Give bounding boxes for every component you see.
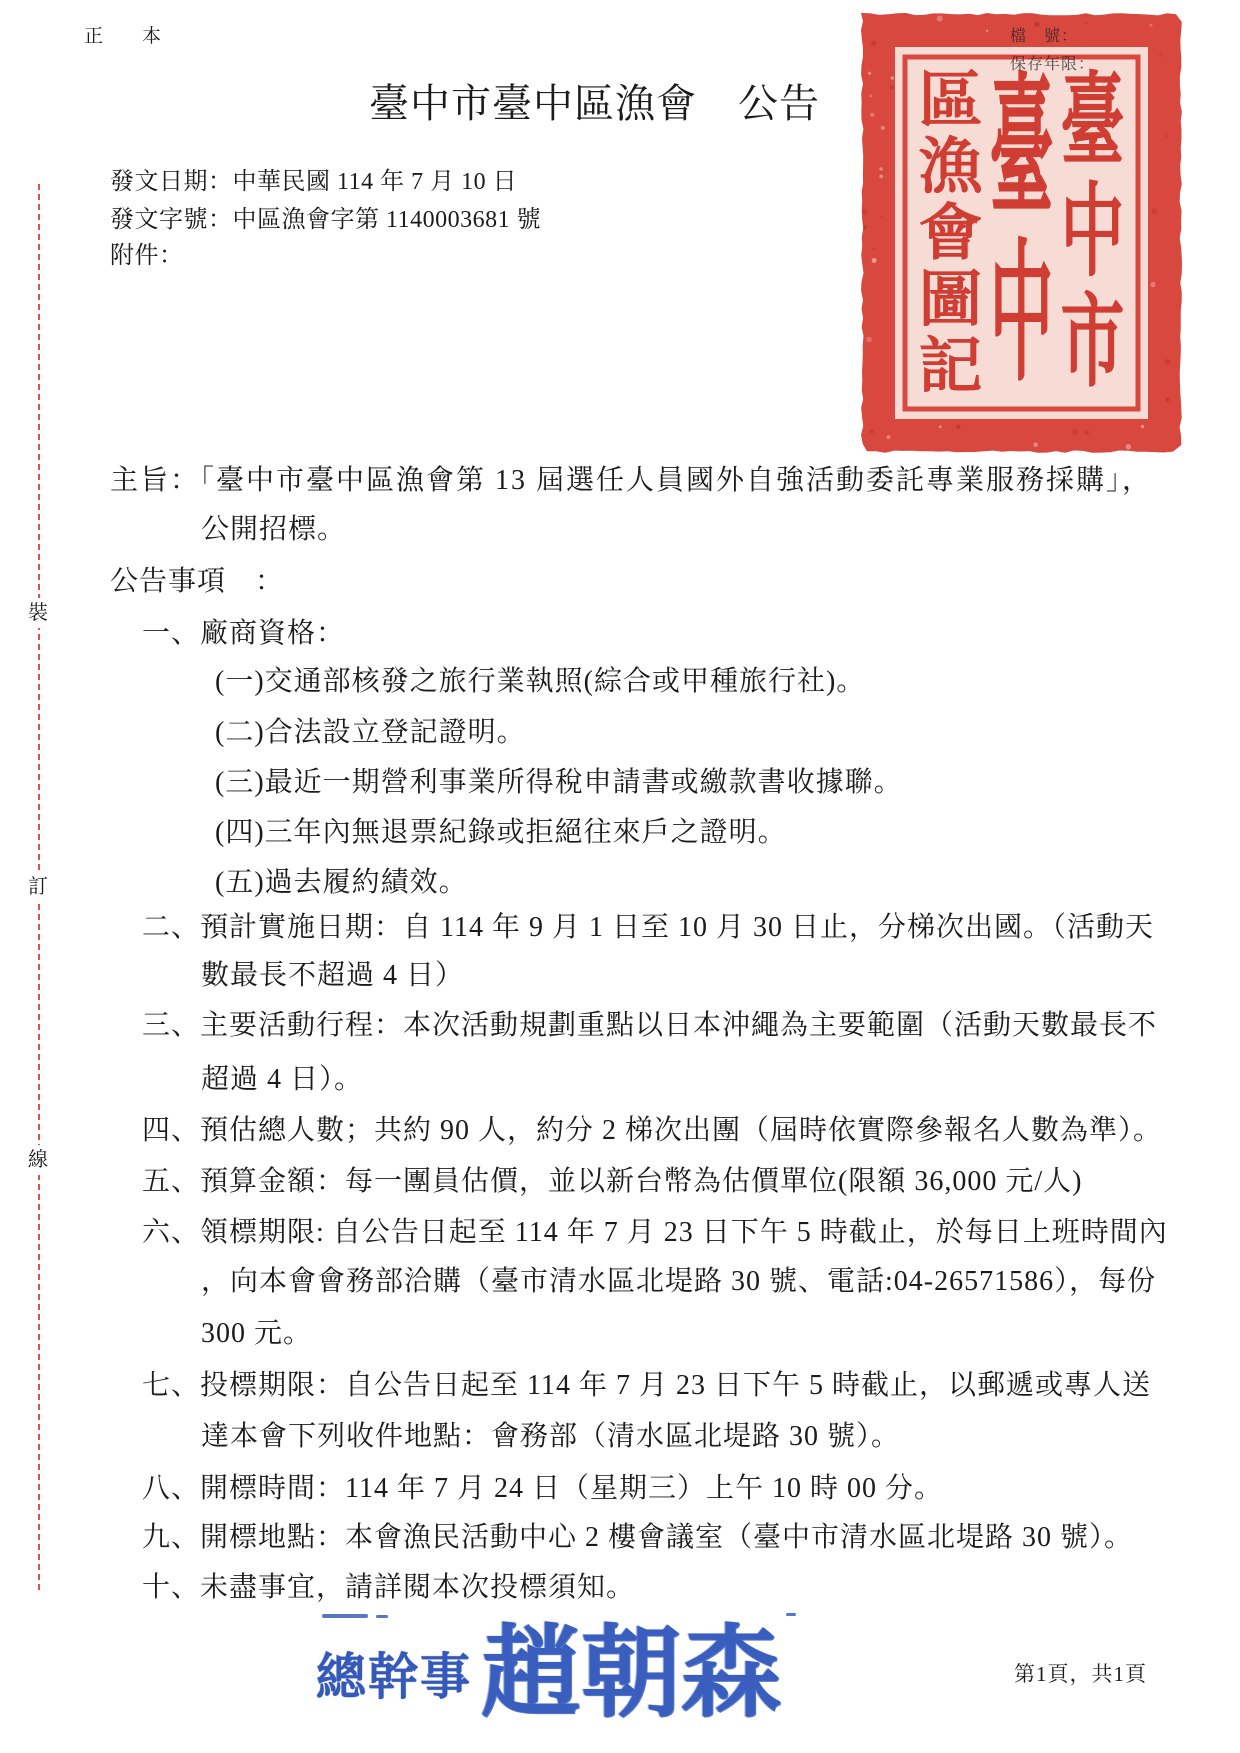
notice-item-5: 五、預算金額：每一團員估價，並以新台幣為估價單位(限額 36,000 元/人) [142,1166,1083,1197]
subject-line: 主旨：「臺中市臺中區漁會第 13 屆選任人員國外自強活動委託專業服務採購」， [110,465,1153,496]
seal-speckle [939,425,942,428]
seal-speckle [891,76,894,79]
seal-char: 漁 [918,132,983,201]
signature-name: 趙朝森 [481,1618,781,1729]
seal-speckle [1141,425,1144,428]
seal-speckle [879,167,882,170]
binding-label-ding: 訂 [28,872,48,902]
seal-speckle [868,72,871,75]
notice-item-3-cont: 超過 4 日）。 [201,1064,364,1095]
seal-speckle [863,226,867,230]
seal-speckle [1085,430,1090,435]
seal-char: 中 [1060,176,1125,290]
stamp-ink-mark [376,1615,388,1618]
seal-speckle [881,126,885,130]
seal-speckle [1072,429,1078,435]
notice-item-9: 九、開標地點：本會漁民活動中心 2 樓會議室（臺中市清水區北堤路 30 號）。 [142,1522,1134,1553]
stamp-ink-mark [786,1613,796,1616]
seal-speckle [1166,398,1170,402]
notice-item-8: 八、開標時間：114 年 7 月 24 日（星期三）上午 10 時 00 分。 [142,1473,943,1504]
page-number: 第1頁，共1頁 [1014,1662,1147,1686]
notice-item-6-cont: 300 元。 [201,1318,313,1349]
notice-item-7-cont: 達本會下列收件地點：會務部（清水區北堤路 30 號）。 [201,1421,901,1452]
seal-speckle [887,435,891,439]
seal-char: 市 [1060,287,1125,400]
seal-speckle [872,258,877,263]
seal-speckle [870,113,874,117]
seal-speckle [1159,54,1162,57]
binding-label-zhuang: 裝 [28,598,48,628]
seal-lettering [919,66,1125,400]
seal-char: 區 [918,65,983,135]
seal-char: 會 [918,198,983,268]
seal-speckle [986,30,988,32]
retention-period-label: 保存年限： [1010,56,1096,73]
seal-speckle [1126,444,1132,450]
seal-char: 臺 [989,65,1054,235]
notice-item-6-cont: ，向本會會務部洽購（臺市清水區北堤路 30 號、電話:04-26571586），每份 [201,1266,1157,1297]
notice-item-3: 三、主要活動行程：本次活動規劃重點以日本沖繩為主要範圍（活動天數最長不 [142,1010,1158,1041]
seal-speckle [1165,135,1168,138]
seal-char: 記 [918,331,983,401]
signature-title: 總幹事 [316,1649,472,1705]
seal-speckle [1152,209,1158,215]
notice-item-2-cont: 數最長不超過 4 日） [201,960,465,991]
page-title: 臺中市臺中區漁會 公告 [369,81,820,126]
notice-item-1: 一、廠商資格： [142,618,346,649]
seal-speckle [1150,24,1153,27]
file-number-label: 檔 號： [1010,28,1079,45]
notice-item-4: 四、預估總人數；共約 90 人，約分 2 梯次出團（屆時依實際參報名人數為準）。 [142,1115,1163,1146]
seal-speckle [937,16,943,22]
official-seal [861,13,1182,453]
attachment-label: 附件： [110,243,184,269]
seal-speckle [880,216,882,218]
stamp-ink-mark [322,1614,368,1618]
notice-item-6: 六、領標期限: 自公告日起至 114 年 7 月 23 日下午 5 時截止，於每日上班時間內 [142,1217,1168,1248]
notice-subitem: (一)交通部核發之旅行業執照(綜合或甲種旅行社)。 [215,666,866,697]
document-number: 發文字號：中區漁會字第 1140003681 號 [110,207,542,233]
seal-speckle [863,209,868,214]
notice-heading: 公告事項 ： [110,566,285,597]
notice-subitem: (二)合法設立登記證明。 [215,717,526,748]
seal-speckle [873,247,876,250]
seal-speckle [1033,442,1038,447]
notice-item-2: 二、預計實施日期：自 114 年 9 月 1 日至 10 月 30 日止，分梯次出國。（活動天 [142,912,1154,943]
issue-date: 發文日期：中華民國 114 年 7 月 10 日 [110,169,518,195]
seal-speckle [1150,282,1155,287]
seal-speckle [1034,22,1039,27]
copy-mark: 正 本 [84,26,172,47]
notice-subitem: (四)三年內無退票紀錄或拒絕往來戶之證明。 [215,817,787,848]
seal-speckle [870,430,874,434]
notice-subitem: (三)最近一期營利事業所得稅申請書或繳款書收據聯。 [215,767,903,798]
subject-line: 公開招標。 [201,514,347,545]
seal-speckle [871,41,876,46]
seal-speckle [869,94,872,97]
binding-label-xian: 線 [28,1145,48,1175]
seal-speckle [866,337,872,343]
seal-speckle [956,425,960,429]
notice-subitem: (五)過去履約績效。 [215,867,468,898]
notice-item-10: 十、未盡事宜，請詳閱本次投標須知。 [142,1572,636,1603]
notice-item-7: 七、投標期限：自公告日起至 114 年 7 月 23 日下午 5 時截止，以郵遞或專人送 [142,1370,1151,1401]
seal-speckle [1164,359,1170,365]
seal-speckle [879,175,883,179]
seal-char: 圖 [918,265,983,334]
seal-char: 臺 [1060,66,1125,179]
seal-char: 中 [989,231,1054,401]
seal-speckle [1085,21,1088,24]
seal-speckle [890,86,894,90]
